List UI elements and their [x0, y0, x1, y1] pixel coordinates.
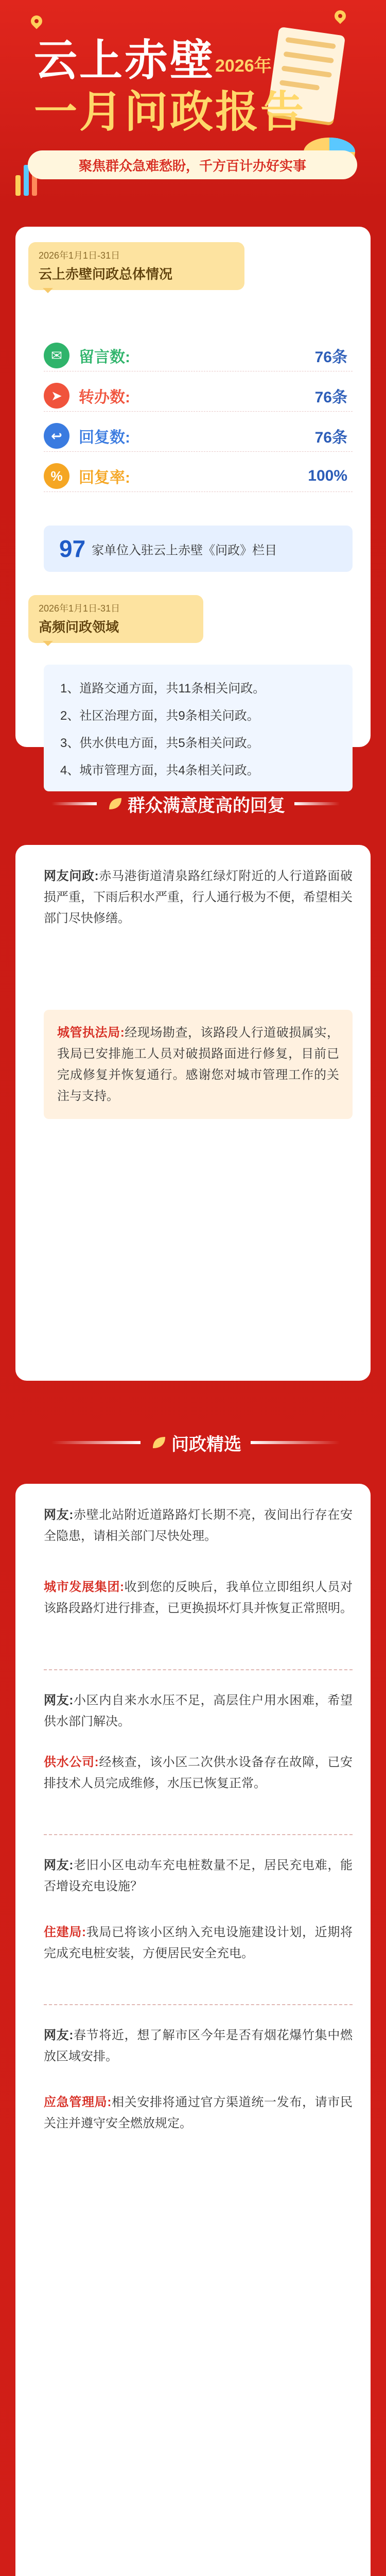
question-label: 网友: [44, 1693, 74, 1707]
leaf-icon [106, 795, 124, 812]
overview-date: 2026年1月1日-31日 [39, 250, 120, 261]
selected-section-title: 问政精选 [171, 1434, 241, 1454]
stat-row-forwarded [44, 380, 353, 412]
selected-question-4 [44, 2025, 353, 2067]
satisfied-section-header [51, 773, 340, 835]
reply-label: 应急管理局: [44, 2095, 112, 2109]
overview-label [28, 242, 244, 290]
question-text: 赤马港街道清泉路红绿灯附近的人行道路面破损严重，下雨后积水严重，行人通行极为不便，希望相关部门尽快修缮。 [44, 869, 353, 925]
list-item: 2、社区治理方面，共9条相关问政。 [60, 709, 259, 723]
overview-title: 云上赤壁问政总体情况 [39, 266, 173, 282]
reply-label: 城管执法局: [57, 1026, 125, 1040]
reply-text: 经现场勘查，该路段人行道破损属实，我局已安排施工人员对破损路面进行修复，目前已完成修复并恢复通行。感谢您对城市管理工作的关注与支持。 [57, 1026, 340, 1103]
stat-value: 100% [308, 467, 347, 484]
satisfied-card [15, 845, 371, 1381]
hero-year: 2026年 [215, 56, 272, 76]
selected-section-header [51, 1412, 340, 1473]
stat-value: 76条 [314, 429, 347, 446]
stat-value: 76条 [314, 389, 347, 406]
hero-slogan: 聚焦群众急难愁盼，千方百计办好实事 [28, 150, 357, 179]
stat-row-messages [44, 340, 353, 371]
stat-value: 76条 [314, 349, 347, 366]
unit-text: 家单位入驻云上赤壁《问政》栏目 [92, 543, 277, 557]
hot-title: 高频问政领域 [39, 619, 119, 635]
divider [44, 2004, 353, 2005]
stat-label: 回复率: [79, 469, 130, 486]
question-label: 网友: [44, 1858, 74, 1872]
hero-title-line2: 一月问政报告 [34, 88, 306, 136]
hot-label [28, 595, 203, 643]
question-label: 网友: [44, 2028, 74, 2042]
satisfied-question [44, 866, 353, 929]
selected-question-3 [44, 1855, 353, 1897]
reply-text: 经核查，该小区二次供水设备存在故障，已安排技术人员完成维修，水压已恢复正常。 [44, 1755, 353, 1790]
question-text: 春节将近，想了解市区今年是否有烟花爆竹集中燃放区域安排。 [44, 2028, 353, 2063]
satisfied-reply [44, 1010, 353, 1119]
question-text: 赤壁北站附近道路路灯长期不亮，夜间出行存在安全隐患，请相关部门尽快处理。 [44, 1508, 353, 1543]
question-text: 小区内自来水水压不足，高层住户用水困难，希望供水部门解决。 [44, 1693, 353, 1728]
reply-label: 住建局: [44, 1925, 86, 1939]
percent-icon: % [44, 463, 69, 489]
forward-icon: ➤ [44, 383, 69, 409]
question-label: 网友问政: [44, 869, 99, 883]
hero-banner [0, 0, 386, 216]
chat-icon: ✉ [44, 343, 69, 368]
reply-text: 我局已将该小区纳入充电设施建设计划，近期将完成充电桩安装，方便居民安全充电。 [44, 1925, 353, 1960]
selected-reply-2 [44, 1752, 353, 1794]
unit-count-box [44, 526, 353, 572]
satisfied-section-title: 群众满意度高的回复 [128, 795, 285, 816]
list-item: 3、供水供电方面，共5条相关问政。 [60, 736, 259, 750]
stat-row-replies [44, 420, 353, 452]
stat-label: 留言数: [79, 349, 130, 366]
hero-title-line1: 云上赤壁 [34, 36, 216, 84]
location-pin-icon [332, 8, 348, 24]
leaf-icon [150, 1434, 167, 1451]
selected-reply-4 [44, 2092, 353, 2134]
question-text: 老旧小区电动车充电桩数量不足，居民充电难，能否增设充电设施？ [44, 1858, 353, 1893]
stat-label: 回复数: [79, 429, 130, 446]
reply-label: 城市发展集团: [44, 1580, 124, 1594]
divider [44, 1669, 353, 1670]
selected-card [15, 1484, 371, 2576]
reply-text: 收到您的反映后，我单位立即组织人员对该路段路灯进行排查，已更换损坏灯具并恢复正常照明。 [44, 1580, 353, 1615]
hot-date: 2026年1月1日-31日 [39, 603, 120, 614]
reply-label: 供水公司: [44, 1755, 99, 1769]
divider [44, 1834, 353, 1835]
selected-reply-3 [44, 1922, 353, 1964]
list-item: 4、城市管理方面，共4条相关问政。 [60, 764, 259, 777]
stat-label: 转办数: [79, 389, 130, 406]
selected-reply-1 [44, 1577, 353, 1619]
reply-icon: ↩ [44, 423, 69, 449]
reply-text: 相关安排将通过官方渠道统一发布，请市民关注并遵守安全燃放规定。 [44, 2095, 353, 2130]
stat-row-reply-rate [44, 461, 353, 492]
selected-question-2 [44, 1690, 353, 1732]
list-item: 1、道路交通方面，共11条相关问政。 [60, 682, 266, 696]
unit-count: 97 [59, 535, 86, 562]
selected-question-1 [44, 1504, 353, 1547]
question-label: 网友: [44, 1508, 74, 1522]
